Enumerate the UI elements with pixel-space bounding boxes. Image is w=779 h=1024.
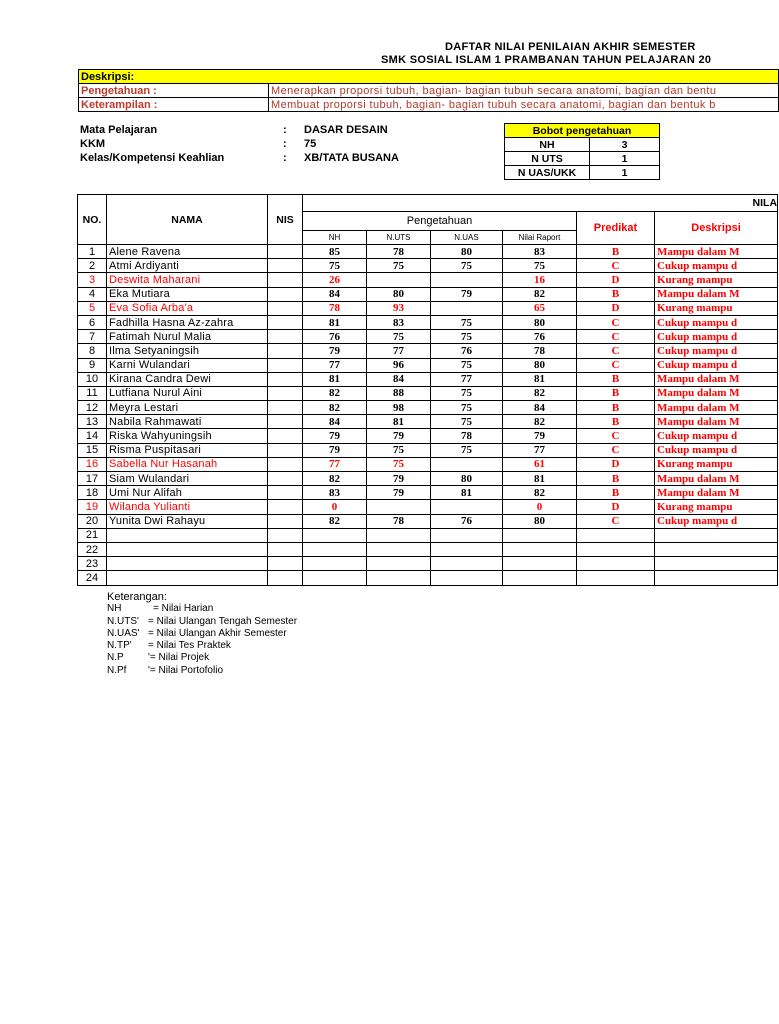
score-raport [503,528,577,542]
score-raport: 0 [503,500,577,514]
score-nh: 79 [303,443,367,457]
deskripsi: Cukup mampu d [655,443,778,457]
score-raport: 65 [503,301,577,315]
sub-raport-header: Nilai Raport [503,231,577,245]
score-uas [431,273,503,287]
student-name: Risma Puspitasari [107,443,268,457]
grades-table [77,194,778,586]
nilai-header: NILA [303,195,778,212]
student-name: Yunita Dwi Rahayu [107,514,268,528]
predikat: D [577,500,655,514]
row-number: 15 [78,443,107,457]
table-row [78,500,778,514]
score-nh [303,557,367,571]
score-raport: 61 [503,457,577,471]
student-nis [268,273,303,287]
student-nis [268,542,303,556]
score-raport: 16 [503,273,577,287]
table-row [78,457,778,471]
student-nis [268,429,303,443]
table-row [78,401,778,415]
deskripsi: Cukup mampu d [655,330,778,344]
score-raport: 75 [503,259,577,273]
deskripsi [655,528,778,542]
predikat: C [577,259,655,273]
predikat: C [577,443,655,457]
score-raport [503,542,577,556]
bobot-title: Bobot pengetahuan [505,124,660,138]
student-name: Umi Nur Alifah [107,486,268,500]
predikat: C [577,358,655,372]
row-number: 1 [78,245,107,259]
student-name [107,557,268,571]
deskripsi: Cukup mampu d [655,259,778,273]
predikat [577,557,655,571]
kkm-value: 75 [304,138,317,150]
table-row [78,344,778,358]
student-nis [268,401,303,415]
score-raport: 84 [503,401,577,415]
deskripsi: Cukup mampu d [655,514,778,528]
score-raport [503,557,577,571]
table-row [78,542,778,556]
row-number: 20 [78,514,107,528]
score-nh: 85 [303,245,367,259]
score-uts [367,528,431,542]
score-raport: 76 [503,330,577,344]
sub-uts-header: N.UTS [367,231,431,245]
row-number: 16 [78,457,107,471]
pengetahuan-label: Pengetahuan : [79,84,269,98]
score-nh: 79 [303,344,367,358]
table-row [78,273,778,287]
score-uts: 80 [367,287,431,301]
score-uas [431,557,503,571]
student-name: Siam Wulandari [107,472,268,486]
deskripsi: Cukup mampu d [655,429,778,443]
predikat: C [577,330,655,344]
score-raport: 77 [503,443,577,457]
row-number: 10 [78,372,107,386]
legend-desc: '= Nilai Portofolio [148,664,223,676]
legend-abbr: N.P [107,652,124,664]
deskripsi: Kurang mampu [655,273,778,287]
row-number: 5 [78,301,107,315]
mapel-value: DASAR DESAIN [304,124,388,136]
score-raport: 82 [503,415,577,429]
legend-abbr: N.UAS' [107,627,140,639]
table-row [78,315,778,329]
score-raport: 81 [503,372,577,386]
predikat: B [577,245,655,259]
bobot-value: 1 [590,152,660,166]
score-uas: 77 [431,372,503,386]
score-uts: 75 [367,443,431,457]
student-name [107,571,268,585]
predikat: B [577,415,655,429]
predikat: B [577,486,655,500]
student-nis [268,245,303,259]
predikat: C [577,344,655,358]
deskripsi: Cukup mampu d [655,358,778,372]
table-row [78,528,778,542]
student-nis [268,415,303,429]
deskripsi: Mampu dalam M [655,386,778,400]
row-number: 14 [78,429,107,443]
deskripsi [655,542,778,556]
col-predikat-header: Predikat [577,212,655,245]
score-uas: 80 [431,245,503,259]
score-nh [303,571,367,585]
school-subtitle: SMK SOSIAL ISLAM 1 PRAMBANAN TAHUN PELAJARAN 20 [381,54,712,66]
row-number: 13 [78,415,107,429]
legend-desc: '= Nilai Projek [148,652,210,664]
row-number: 4 [78,287,107,301]
score-uts [367,571,431,585]
student-name: Fadhilla Hasna Az-zahra [107,315,268,329]
row-number: 18 [78,486,107,500]
score-uas [431,301,503,315]
student-nis [268,372,303,386]
score-uts: 75 [367,259,431,273]
deskripsi: Kurang mampu [655,500,778,514]
table-row [78,287,778,301]
score-uas [431,528,503,542]
score-uas: 78 [431,429,503,443]
score-raport: 82 [503,287,577,301]
score-raport [503,571,577,585]
student-name: Riska Wahyuningsih [107,429,268,443]
student-nis [268,287,303,301]
pengetahuan-text: Menerapkan proporsi tubuh, bagian- bagian tubuh secara anatomi, bagian dan bentu [269,84,779,98]
student-nis [268,571,303,585]
deskripsi: Mampu dalam M [655,472,778,486]
table-row [78,386,778,400]
col-nis-header: NIS [268,195,303,245]
legend-abbr: N.UTS' [107,615,139,627]
score-nh: 82 [303,401,367,415]
score-nh: 26 [303,273,367,287]
deskripsi [655,571,778,585]
student-name: Eva Sofia Arba'a [107,301,268,315]
row-number: 19 [78,500,107,514]
student-nis [268,500,303,514]
score-uts: 81 [367,415,431,429]
student-name: Atmi Ardiyanti [107,259,268,273]
deskripsi: Kurang mampu [655,301,778,315]
score-uas: 75 [431,415,503,429]
bobot-label: NH [505,138,590,152]
score-nh: 79 [303,429,367,443]
score-uas: 75 [431,358,503,372]
table-row [78,358,778,372]
score-uts: 79 [367,429,431,443]
score-uas [431,457,503,471]
row-number: 24 [78,571,107,585]
score-uts: 79 [367,486,431,500]
deskripsi: Kurang mampu [655,457,778,471]
score-uts: 84 [367,372,431,386]
score-nh: 77 [303,358,367,372]
student-name: Wilanda Yulianti [107,500,268,514]
student-nis [268,528,303,542]
table-row [78,429,778,443]
score-nh: 83 [303,486,367,500]
score-uas: 75 [431,330,503,344]
predikat: C [577,429,655,443]
page-title: DAFTAR NILAI PENILAIAN AKHIR SEMESTER [445,41,696,53]
score-raport: 79 [503,429,577,443]
legend-desc: = Nilai Harian [153,603,214,615]
student-name: Meyra Lestari [107,401,268,415]
score-uts [367,500,431,514]
table-row [78,372,778,386]
predikat: B [577,401,655,415]
predikat: D [577,457,655,471]
score-nh: 82 [303,472,367,486]
score-uts: 78 [367,245,431,259]
student-nis [268,315,303,329]
score-uas [431,571,503,585]
student-name: Karni Wulandari [107,358,268,372]
score-nh: 84 [303,415,367,429]
score-uas: 75 [431,401,503,415]
col-nama-header: NAMA [107,195,268,245]
col-deskripsi-header: Deskripsi [655,212,778,245]
score-uts: 88 [367,386,431,400]
score-nh: 84 [303,287,367,301]
score-uts [367,542,431,556]
score-uts: 98 [367,401,431,415]
score-uts: 83 [367,315,431,329]
deskripsi: Mampu dalam M [655,401,778,415]
score-uas: 75 [431,386,503,400]
student-nis [268,443,303,457]
score-uas: 76 [431,514,503,528]
student-name: Alene Ravena [107,245,268,259]
score-uas [431,500,503,514]
score-uas [431,542,503,556]
score-nh: 77 [303,457,367,471]
legend-abbr: N.Pf [107,664,127,676]
score-uas: 75 [431,443,503,457]
deskripsi: Mampu dalam M [655,287,778,301]
score-uts: 79 [367,472,431,486]
predikat [577,542,655,556]
table-row [78,472,778,486]
deskripsi: Cukup mampu d [655,344,778,358]
score-uas: 76 [431,344,503,358]
kelas-label: Kelas/Kompetensi Keahlian [80,152,225,164]
bobot-value: 3 [590,138,660,152]
predikat: B [577,386,655,400]
row-number: 12 [78,401,107,415]
kelas-value: XB/TATA BUSANA [304,152,399,164]
student-nis [268,486,303,500]
score-raport: 80 [503,514,577,528]
deskripsi: Cukup mampu d [655,315,778,329]
score-nh [303,528,367,542]
deskripsi: Mampu dalam M [655,486,778,500]
score-uts [367,273,431,287]
student-nis [268,472,303,486]
score-raport: 80 [503,315,577,329]
table-row [78,514,778,528]
score-uts: 96 [367,358,431,372]
bobot-table [504,123,660,180]
score-uas: 75 [431,315,503,329]
score-uas: 79 [431,287,503,301]
deskripsi [655,557,778,571]
kelas-colon: : [283,152,287,164]
predikat [577,528,655,542]
student-nis [268,386,303,400]
table-row [78,557,778,571]
student-name [107,528,268,542]
row-number: 21 [78,528,107,542]
row-number: 6 [78,315,107,329]
row-number: 22 [78,542,107,556]
row-number: 3 [78,273,107,287]
score-nh: 82 [303,514,367,528]
student-nis [268,259,303,273]
student-name: Ilma Setyaningsih [107,344,268,358]
score-nh: 76 [303,330,367,344]
col-no-header: NO. [78,195,107,245]
student-nis [268,344,303,358]
score-uts: 93 [367,301,431,315]
legend-title: Keterangan: [107,591,167,603]
student-nis [268,358,303,372]
kkm-colon: : [283,138,287,150]
score-nh: 0 [303,500,367,514]
student-nis [268,514,303,528]
student-name: Lutfiana Nurul Aini [107,386,268,400]
student-nis [268,330,303,344]
table-row [78,259,778,273]
score-raport: 82 [503,486,577,500]
legend-desc: = Nilai Tes Praktek [148,640,231,652]
legend-desc: = Nilai Ulangan Akhir Semester [148,627,287,639]
score-uts: 78 [367,514,431,528]
mapel-colon: : [283,124,287,136]
student-name: Kirana Candra Dewi [107,372,268,386]
table-row [78,486,778,500]
kkm-label: KKM [80,138,106,150]
score-nh: 75 [303,259,367,273]
score-uas: 75 [431,259,503,273]
bobot-value: 1 [590,166,660,180]
description-label: Deskripsi: [79,70,779,84]
keterampilan-label: Keterampilan : [79,98,269,112]
predikat: C [577,315,655,329]
description-table [78,69,779,112]
predikat: B [577,372,655,386]
table-row [78,330,778,344]
pengetahuan-header: Pengetahuan [303,212,577,231]
predikat [577,571,655,585]
student-name: Deswita Maharani [107,273,268,287]
deskripsi: Mampu dalam M [655,372,778,386]
grades-body [78,245,778,586]
score-uts [367,557,431,571]
student-nis [268,457,303,471]
row-number: 11 [78,386,107,400]
row-number: 23 [78,557,107,571]
predikat: D [577,273,655,287]
student-name [107,542,268,556]
table-row [78,301,778,315]
table-row [78,415,778,429]
score-uts: 77 [367,344,431,358]
table-row [78,443,778,457]
mapel-label: Mata Pelajaran [80,124,158,136]
predikat: D [577,301,655,315]
score-nh: 81 [303,372,367,386]
row-number: 17 [78,472,107,486]
score-raport: 80 [503,358,577,372]
row-number: 2 [78,259,107,273]
score-uas: 80 [431,472,503,486]
deskripsi: Mampu dalam M [655,415,778,429]
table-row [78,245,778,259]
legend-desc: = Nilai Ulangan Tengah Semester [148,615,298,627]
score-raport: 83 [503,245,577,259]
predikat: B [577,472,655,486]
bobot-label: N UAS/UKK [505,166,590,180]
score-nh: 81 [303,315,367,329]
predikat: C [577,514,655,528]
student-name: Sabella Nur Hasanah [107,457,268,471]
student-name: Nabila Rahmawati [107,415,268,429]
score-raport: 78 [503,344,577,358]
predikat: B [577,287,655,301]
keterampilan-text: Membuat proporsi tubuh, bagian- bagian tubuh secara anatomi, bagian dan bentuk b [269,98,779,112]
student-name: Eka Mutiara [107,287,268,301]
score-raport: 82 [503,386,577,400]
bobot-label: N UTS [505,152,590,166]
score-nh: 78 [303,301,367,315]
score-uts: 75 [367,457,431,471]
score-uts: 75 [367,330,431,344]
sub-nh-header: NH [303,231,367,245]
student-nis [268,557,303,571]
sub-uas-header: N.UAS [431,231,503,245]
student-name: Fatimah Nurul Malia [107,330,268,344]
legend-abbr: NH [107,603,122,615]
row-number: 9 [78,358,107,372]
score-raport: 81 [503,472,577,486]
student-nis [268,301,303,315]
score-nh: 82 [303,386,367,400]
legend-abbr: N.TP' [107,640,132,652]
table-row [78,571,778,585]
row-number: 8 [78,344,107,358]
score-nh [303,542,367,556]
score-uas: 81 [431,486,503,500]
deskripsi: Mampu dalam M [655,245,778,259]
row-number: 7 [78,330,107,344]
